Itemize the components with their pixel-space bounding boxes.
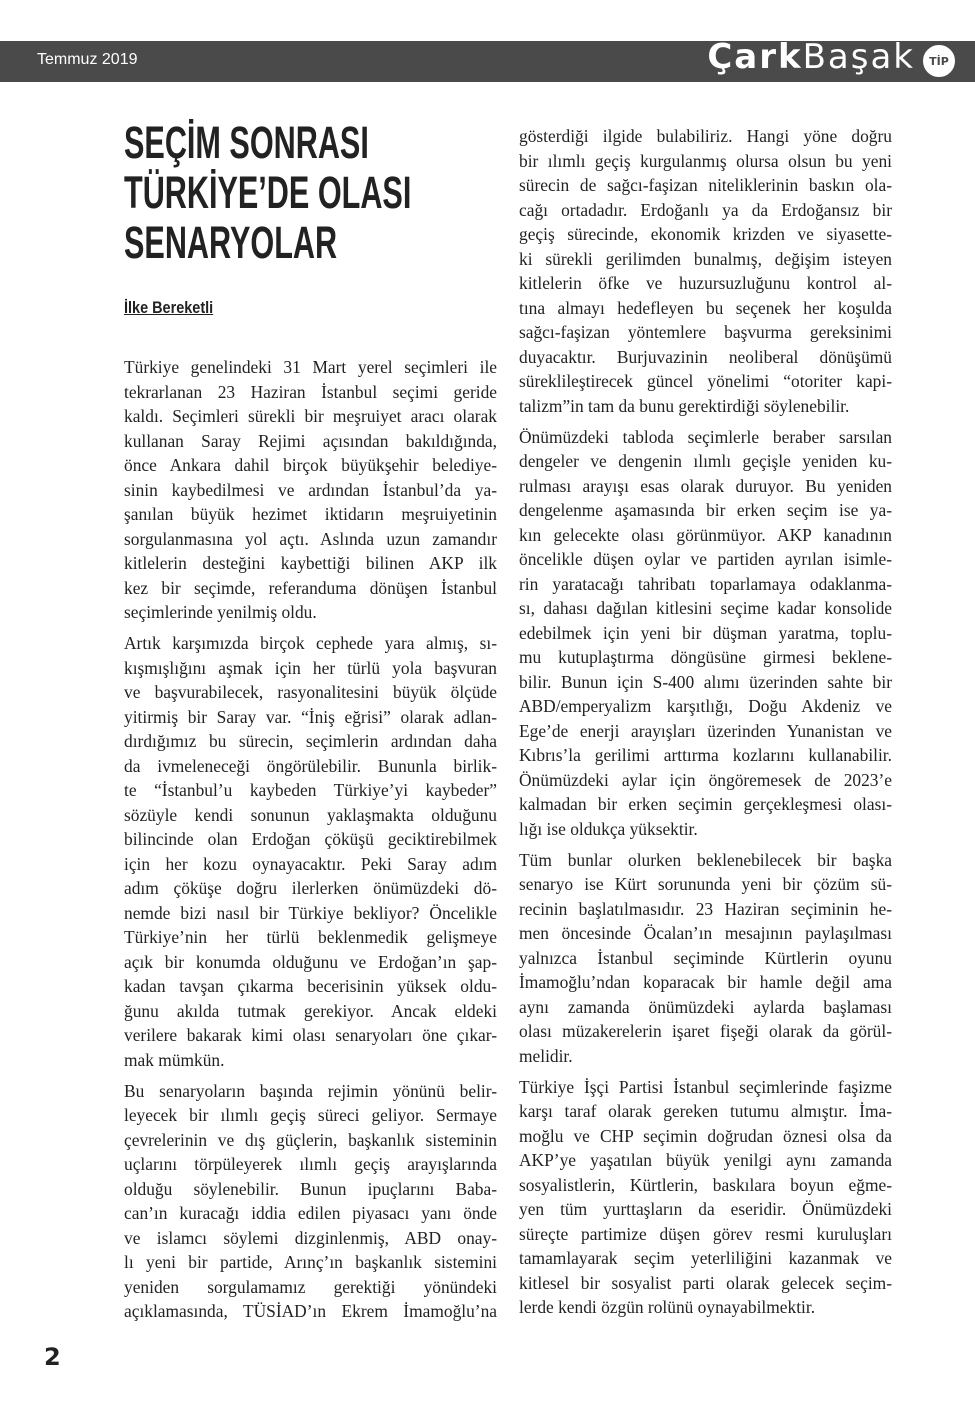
page-number: 2 (44, 1343, 61, 1371)
text-line: Artık karşımızda birçok cephede yara almış, sı- (124, 633, 497, 653)
paragraph (124, 1079, 497, 1324)
text-line: bilir. Bunun için S-400 alımı üzerinden sahte bir (519, 671, 892, 692)
text-line: gösterdiği ilgide bulabiliriz. Hangi yöne doğru (519, 126, 892, 146)
text-line: kaldı. Seçimleri sürekli bir meşruiyet aracı olarak (124, 406, 497, 426)
text-line: çevrelerinin ve dış güçlerin, başkanlık sisteminin (124, 1129, 497, 1150)
text-line: karşı taraf olarak gereken tutumu almıştır. İma- (519, 1101, 892, 1121)
text-line: öncelikle düşen oylar ve partiden ayrılan isimle- (519, 549, 892, 569)
right-column (519, 124, 892, 1326)
text-line: edebilmek için yeni bir düşman yaratma, toplu- (519, 622, 892, 643)
text-line: AKP’ye yaşatılan büyük yenilgi aynı zamanda (519, 1150, 892, 1170)
text-line: melidir. (519, 1045, 573, 1066)
text-line: kadan tavşan çıkarma becerisinin yüksek oldu- (124, 976, 497, 996)
paragraph (519, 1075, 892, 1320)
text-line: kalmadan bir erken seçimin gerçekleşmesi olası- (519, 794, 892, 814)
left-column (124, 355, 497, 1330)
title-line: SEÇİM SONRASI (124, 117, 369, 168)
text-line: İmamoğlu’ndan koparacak bir hamle değil ama (519, 972, 892, 992)
text-line: lı yeni bir partide, Arınç’ın başkanlık sistemini (124, 1252, 497, 1272)
text-line: uçlarını törpüleyerek ılımlı geçiş arayışlarında (124, 1154, 497, 1174)
text-line: için her kozu oynayacaktır. Peki Saray adım (124, 853, 497, 874)
paragraph (519, 425, 892, 842)
text-line: olduğu söylenebilir. Bunun ipuçlarını Baba- (124, 1178, 497, 1199)
text-line: kitlelerin öfke ve huzursuzluğunu kontrol al- (519, 273, 892, 293)
text-line: sürecin de sağcı-faşizan niteliklerinin baskın ola- (519, 175, 892, 195)
text-line: can’ın kuracağı iddia edilen piyasacı yanı önde (124, 1203, 497, 1223)
text-line: bilincinde olan Erdoğan çöküşü geciktirebilmek (124, 829, 497, 849)
text-line: süreçte partimize düşen görev resmi kuruluşları (519, 1223, 892, 1244)
text-line: sı, dahası dağılan kitlesini seçime kadar konsolide (519, 598, 892, 618)
text-line: rin yaratacağı tahribatı toparlamaya odaklanma- (519, 573, 892, 594)
text-line: tamamlayarak seçim yeterliliğini kazanmak ve (519, 1248, 892, 1268)
text-line: geçiş sürecinde, ekonomik krizden ve siyasette- (519, 224, 892, 244)
text-line: Önümüzdeki aylar için öngöremesek de 2023’e (519, 769, 892, 790)
text-line: kullanan Saray Rejimi açısından bakıldığında, (124, 430, 497, 451)
text-line: aynı zamanda önümüzdeki aylarda başlaması (519, 996, 892, 1017)
text-line: sözüyle kendi sonunun yaklaşmakta olduğunu (124, 804, 497, 825)
text-line: kitlesel bir sosyalist parti olarak gelecek seçim- (519, 1272, 892, 1293)
text-line: sorgulanmasına yol açtı. Aslında uzun zamandır (124, 528, 497, 549)
text-line: dengelenme aşamasında bir erken seçim ise ya- (519, 500, 892, 520)
text-line: duyacaktır. Burjuvazinin neoliberal dönüşümü (519, 346, 892, 367)
text-line: olası müzakerelerin işaret fişeği olarak da görül- (519, 1021, 892, 1041)
text-line: kitlelerin desteğini kaybettiği bilinen AKP ilk (124, 553, 497, 573)
text-line: sağcı-faşizan yöntemlere başvurma gereksinimi (519, 322, 892, 342)
text-line: Ege’de enerji arayışları üzerinden Yunanistan ve (519, 720, 892, 741)
text-line: adım çöküşe doğru ilerlerken önümüzdeki dö- (124, 878, 497, 898)
text-line: nemde bizi nasıl bir Türkiye bekliyor? Öncelikle (124, 902, 497, 923)
text-line: yeniden sorgulamamız gerektiği yönündeki (124, 1276, 497, 1297)
text-line: talizm”in tam da bunu gerektirdiği söylenebilir. (519, 395, 850, 416)
text-line: kez bir seçimde, referanduma dönüşen İstanbul (124, 577, 497, 598)
text-line: mak mümkün. (124, 1049, 225, 1070)
text-line: ğunu akılda tutmak gerekiyor. Ancak eldeki (124, 1000, 497, 1021)
paragraph (124, 355, 497, 625)
text-line: kışmışlığını aşmak için her türlü yola başvuran (124, 657, 497, 678)
paragraph (519, 124, 892, 418)
text-line: bir ılımlı geçiş kurgulanmış olursa olsun bu yeni (519, 150, 892, 171)
text-line: rulması arayışı esas olarak duruyor. Bu yeniden (519, 475, 892, 496)
text-line: mu kutuplaştırma döngüsüne girmesi beklene- (519, 647, 892, 667)
brand-light: Başak (802, 37, 915, 77)
issue-date: Temmuz 2019 (37, 51, 138, 68)
text-line: Türkiye İşçi Partisi İstanbul seçimlerinde faşizme (519, 1076, 892, 1097)
text-line: kın gelecekte olası görünmüyor. AKP kanadının (519, 524, 892, 545)
text-line: leyecek bir ılımlı geçiş süreci geliyor. Sermaye (124, 1105, 497, 1125)
text-line: ABD/emperyalizm karşıtlığı, Doğu Akdeniz ve (519, 696, 892, 716)
text-line: lerde kendi özgün rolünü oynayabilmektir. (519, 1297, 816, 1317)
text-line: seçimlerinde yenilmiş oldu. (124, 602, 317, 622)
text-line: ki sürekli gerilimden bunalmış, değişim isteyen (519, 248, 892, 269)
text-line: Türkiye’nin her türlü beklenmedik gelişmeye (124, 927, 497, 947)
text-line: verilere bakarak kimi olası senaryoları öne çıkar- (124, 1025, 497, 1045)
text-line: ve başvurabilecek, rasyonalitesini büyük ölçüde (124, 682, 497, 702)
title-line: TÜRKİYE’DE OLASI (124, 167, 412, 218)
brand-logo-text (707, 37, 915, 77)
text-line: te “İstanbul’u kaybeden Türkiye’yi kaybeder” (124, 780, 497, 800)
text-line: tına almayı hedefleyen bu seçenek her koşulda (519, 297, 892, 318)
text-line: süreklileştirecek güncel yönelimi “otoriter kapi- (519, 371, 892, 391)
article-author: İlke Bereketli (124, 298, 214, 317)
brand-bold: Çark (707, 37, 803, 77)
text-line: sosyalistlerin, Kürtlerin, baskılara boyun eğme- (519, 1174, 892, 1195)
text-line: ve islamcı söylemi dizginlenmiş, ABD onay- (124, 1227, 497, 1248)
text-line: recinin başlatılmasıdır. 23 Haziran seçiminin he- (519, 898, 892, 919)
text-line: önce Ankara dahil birçok büyükşehir belediye- (124, 455, 497, 475)
paragraph (124, 631, 497, 1072)
text-line: cağı ortadadır. Erdoğanlı ya da Erdoğansız bir (519, 199, 892, 220)
text-line: da ivmeleneceği öngörülebilir. Bununla birlik- (124, 755, 497, 776)
paragraph (519, 848, 892, 1069)
article-title (124, 118, 410, 268)
text-line: yitirmiş bir Saray var. “İniş eğrisi” olarak adlan- (124, 706, 497, 727)
text-line: yalnızca İstanbul seçiminde Kürtlerin oyunu (519, 947, 892, 968)
text-line: dırdığımız bu sürecin, seçimlerin ardından daha (124, 731, 497, 751)
text-line: Türkiye genelindeki 31 Mart yerel seçimleri ile (124, 357, 497, 377)
tip-emblem-icon (921, 43, 957, 79)
title-line: SENARYOLAR (124, 217, 338, 268)
text-line: Bu senaryoların başında rejimin yönünü belir- (124, 1080, 497, 1101)
text-line: açıklamasında, TÜSİAD’ın Ekrem İmamoğlu’na (124, 1301, 497, 1321)
text-line: dengeler ve dengenin ılımlı geçişle yeniden ku- (519, 451, 892, 471)
text-line: Tüm bunlar olurken beklenebilecek bir başka (519, 849, 892, 870)
text-line: tekrarlanan 23 Haziran İstanbul seçimi geride (124, 381, 497, 402)
text-line: senaryo ise Kürt sorununda yeni bir çözüm sü- (519, 874, 892, 894)
text-line: şanılan büyük hezimet iktidarın meşruiyetinin (124, 504, 497, 524)
text-line: men öncesinde Öcalan’ın mesajının paylaşılması (519, 923, 892, 943)
text-line: yen tüm yurttaşların da eseridir. Önümüzdeki (519, 1199, 892, 1219)
page-header (0, 37, 975, 82)
text-line: sinin kaybedilmesi ve ardından İstanbul’da ya- (124, 479, 497, 500)
emblem-text: TİP (929, 54, 949, 68)
text-line: Önümüzdeki tabloda seçimlerle beraber sarsılan (519, 426, 892, 447)
text-line: açık bir konumda olduğunu ve Erdoğan’ın şap- (124, 951, 497, 972)
text-line: moğlu ve CHP seçimin doğrudan öznesi olsa da (519, 1125, 892, 1146)
text-line: Kıbrıs’la gerilimi arttırma kozlarını kullanabilir. (519, 745, 892, 765)
text-line: lığı ise oldukça yüksektir. (519, 818, 698, 839)
